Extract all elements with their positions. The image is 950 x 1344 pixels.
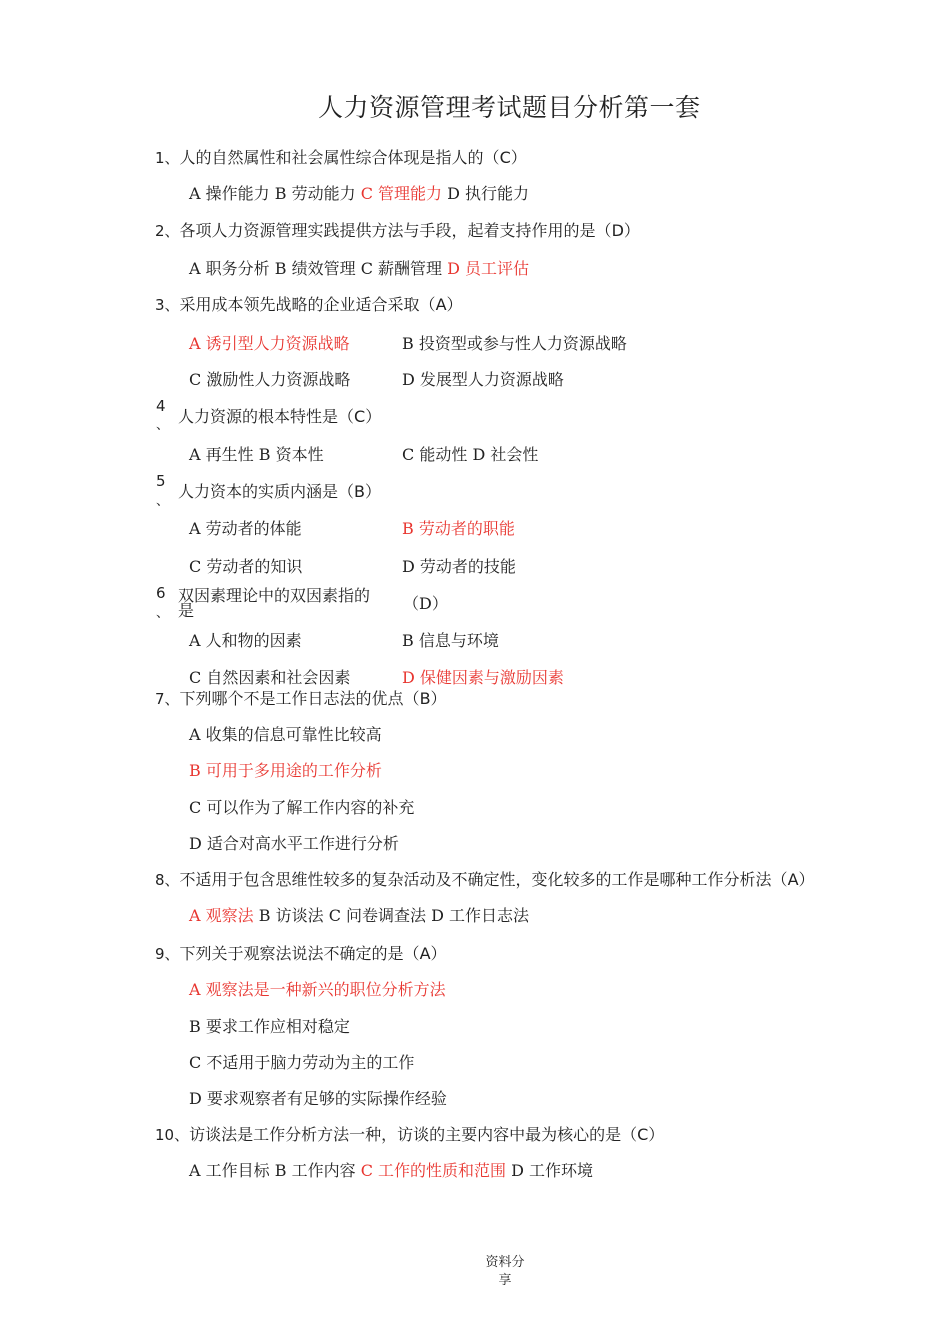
option-a-correct: A 观察法 — [189, 906, 254, 925]
option-b: B 投资型或参与性人力资源战略 — [402, 334, 627, 353]
answer-key: D — [611, 221, 624, 240]
option-a-correct: A 诱引型人力资源战略 — [189, 334, 350, 353]
question-text: 人的自然属性和社会属性综合体现是指人的（ — [179, 148, 500, 167]
paren-close: ） — [648, 1125, 665, 1144]
question-4-separator: 、 — [156, 418, 170, 433]
question-number: 9、 — [155, 945, 180, 963]
question-text: 下列哪个不是工作日志法的优点（ — [179, 689, 420, 708]
option-a: A 操作能力 — [189, 184, 270, 203]
option-d: D 要求观察者有足够的实际操作经验 — [189, 1089, 447, 1108]
option-b: B 资本性 — [258, 445, 324, 464]
footer-line-2: 享 — [498, 1273, 512, 1288]
option-a: A 收集的信息可靠性比较高 — [189, 725, 382, 744]
paren-close: ） — [365, 482, 382, 501]
page-footer — [475, 1254, 535, 1290]
option-b: B 访谈法 — [258, 906, 324, 925]
answer-key: C — [637, 1125, 649, 1144]
option-d: D 执行能力 — [447, 184, 530, 203]
option-c: C 不适用于脑力劳动为主的工作 — [189, 1053, 415, 1072]
question-6-text-line2: 是 — [178, 601, 195, 620]
question-8 — [155, 867, 815, 890]
question-6-separator: 、 — [156, 606, 170, 621]
option-c: C 薪酬管理 — [360, 259, 443, 278]
question-number: 3、 — [155, 296, 180, 314]
option-c-correct: C 管理能力 — [360, 184, 443, 203]
paren-close: ） — [798, 870, 815, 889]
question-10-options — [189, 1158, 593, 1181]
question-7 — [155, 686, 447, 709]
paren-close: ） — [430, 689, 447, 708]
paren-close: ） — [365, 407, 382, 426]
option-a: A 再生性 — [189, 445, 254, 464]
question-8-options — [189, 903, 529, 926]
paren-close: ） — [446, 295, 463, 314]
question-1-options — [189, 181, 529, 204]
option-c: C 可以作为了解工作内容的补充 — [189, 798, 415, 817]
question-text: 不适用于包含思维性较多的复杂活动及不确定性，变化较多的工作是哪种工作分析法（ — [179, 870, 788, 889]
option-a: A 劳动者的体能 — [189, 519, 302, 538]
answer-key: C — [354, 407, 366, 426]
option-d: D 社会性 — [472, 445, 539, 464]
option-b: B 要求工作应相对稳定 — [189, 1017, 350, 1036]
answer-key: A — [435, 295, 447, 314]
option-c: C 激励性人力资源战略 — [189, 370, 351, 389]
option-b-correct: B 可用于多用途的工作分析 — [189, 761, 382, 780]
question-number: 2、 — [155, 222, 180, 240]
option-d-correct: D 保健因素与激励因素 — [402, 668, 564, 687]
question-4 — [178, 404, 381, 427]
question-10 — [155, 1122, 664, 1145]
question-9 — [155, 941, 447, 964]
question-text: 人力资源的根本特性是（ — [178, 407, 355, 426]
option-a: A 工作目标 — [189, 1161, 270, 1180]
option-d: D 适合对高水平工作进行分析 — [189, 834, 399, 853]
option-a: A 人和物的因素 — [189, 631, 302, 650]
question-3 — [155, 292, 463, 315]
option-c: C 问卷调查法 — [328, 906, 427, 925]
question-number: 7、 — [155, 690, 180, 708]
option-a-correct: A 观察法是一种新兴的职位分析方法 — [189, 980, 446, 999]
option-d-correct: D 员工评估 — [447, 259, 530, 278]
option-c-correct: C 工作的性质和范围 — [360, 1161, 507, 1180]
question-1 — [155, 145, 527, 168]
answer-key: B — [419, 689, 431, 708]
question-6-number: 6 — [156, 584, 166, 602]
option-d: D 工作环境 — [511, 1161, 594, 1180]
question-text: 各项人力资源管理实践提供方法与手段，起着支持作用的是（ — [179, 221, 612, 240]
question-number: 1、 — [155, 149, 180, 167]
question-text: 访谈法是工作分析方法一种，访谈的主要内容中最为核心的是（ — [189, 1125, 638, 1144]
question-2 — [155, 218, 640, 241]
paren-close: ） — [623, 221, 640, 240]
question-4-options-right — [402, 442, 538, 465]
option-b: B 工作内容 — [274, 1161, 356, 1180]
question-text: 下列关于观察法说法不确定的是（ — [179, 944, 420, 963]
footer-line-1: 资料分 — [485, 1255, 525, 1270]
question-text: 采用成本领先战略的企业适合采取（ — [179, 295, 436, 314]
option-c: C 自然因素和社会因素 — [189, 668, 351, 687]
question-text: 人力资本的实质内涵是（ — [178, 482, 355, 501]
question-4-number: 4 — [156, 397, 166, 415]
paren-close: ） — [430, 944, 447, 963]
option-b: B 绩效管理 — [274, 259, 356, 278]
option-b: B 劳动能力 — [274, 184, 356, 203]
answer-key: C — [499, 148, 511, 167]
question-5-separator: 、 — [156, 494, 170, 509]
page-title: 人力资源管理考试题目分析第一套 — [318, 93, 701, 122]
answer-key: A — [787, 870, 799, 889]
option-d: D 劳动者的技能 — [402, 557, 516, 576]
question-6-text-line1: 双因素理论中的双因素指的 — [178, 586, 371, 605]
answer-key: A — [419, 944, 431, 963]
option-b: B 信息与环境 — [402, 631, 499, 650]
option-b-correct: B 劳动者的职能 — [402, 519, 515, 538]
question-5 — [178, 479, 381, 502]
option-d: D 工作日志法 — [431, 906, 530, 925]
option-c: C 劳动者的知识 — [189, 557, 303, 576]
question-2-options — [189, 256, 529, 279]
question-4-options-left — [189, 442, 324, 465]
answer-key: B — [354, 482, 365, 501]
option-a: A 职务分析 — [189, 259, 270, 278]
question-number: 8、 — [155, 871, 180, 889]
question-number: 10、 — [155, 1126, 190, 1144]
question-6-answer: （D） — [403, 594, 448, 613]
option-d: D 发展型人力资源战略 — [402, 370, 564, 389]
option-c: C 能动性 — [402, 445, 468, 464]
paren-close: ） — [510, 148, 527, 167]
question-5-number: 5 — [156, 472, 166, 490]
